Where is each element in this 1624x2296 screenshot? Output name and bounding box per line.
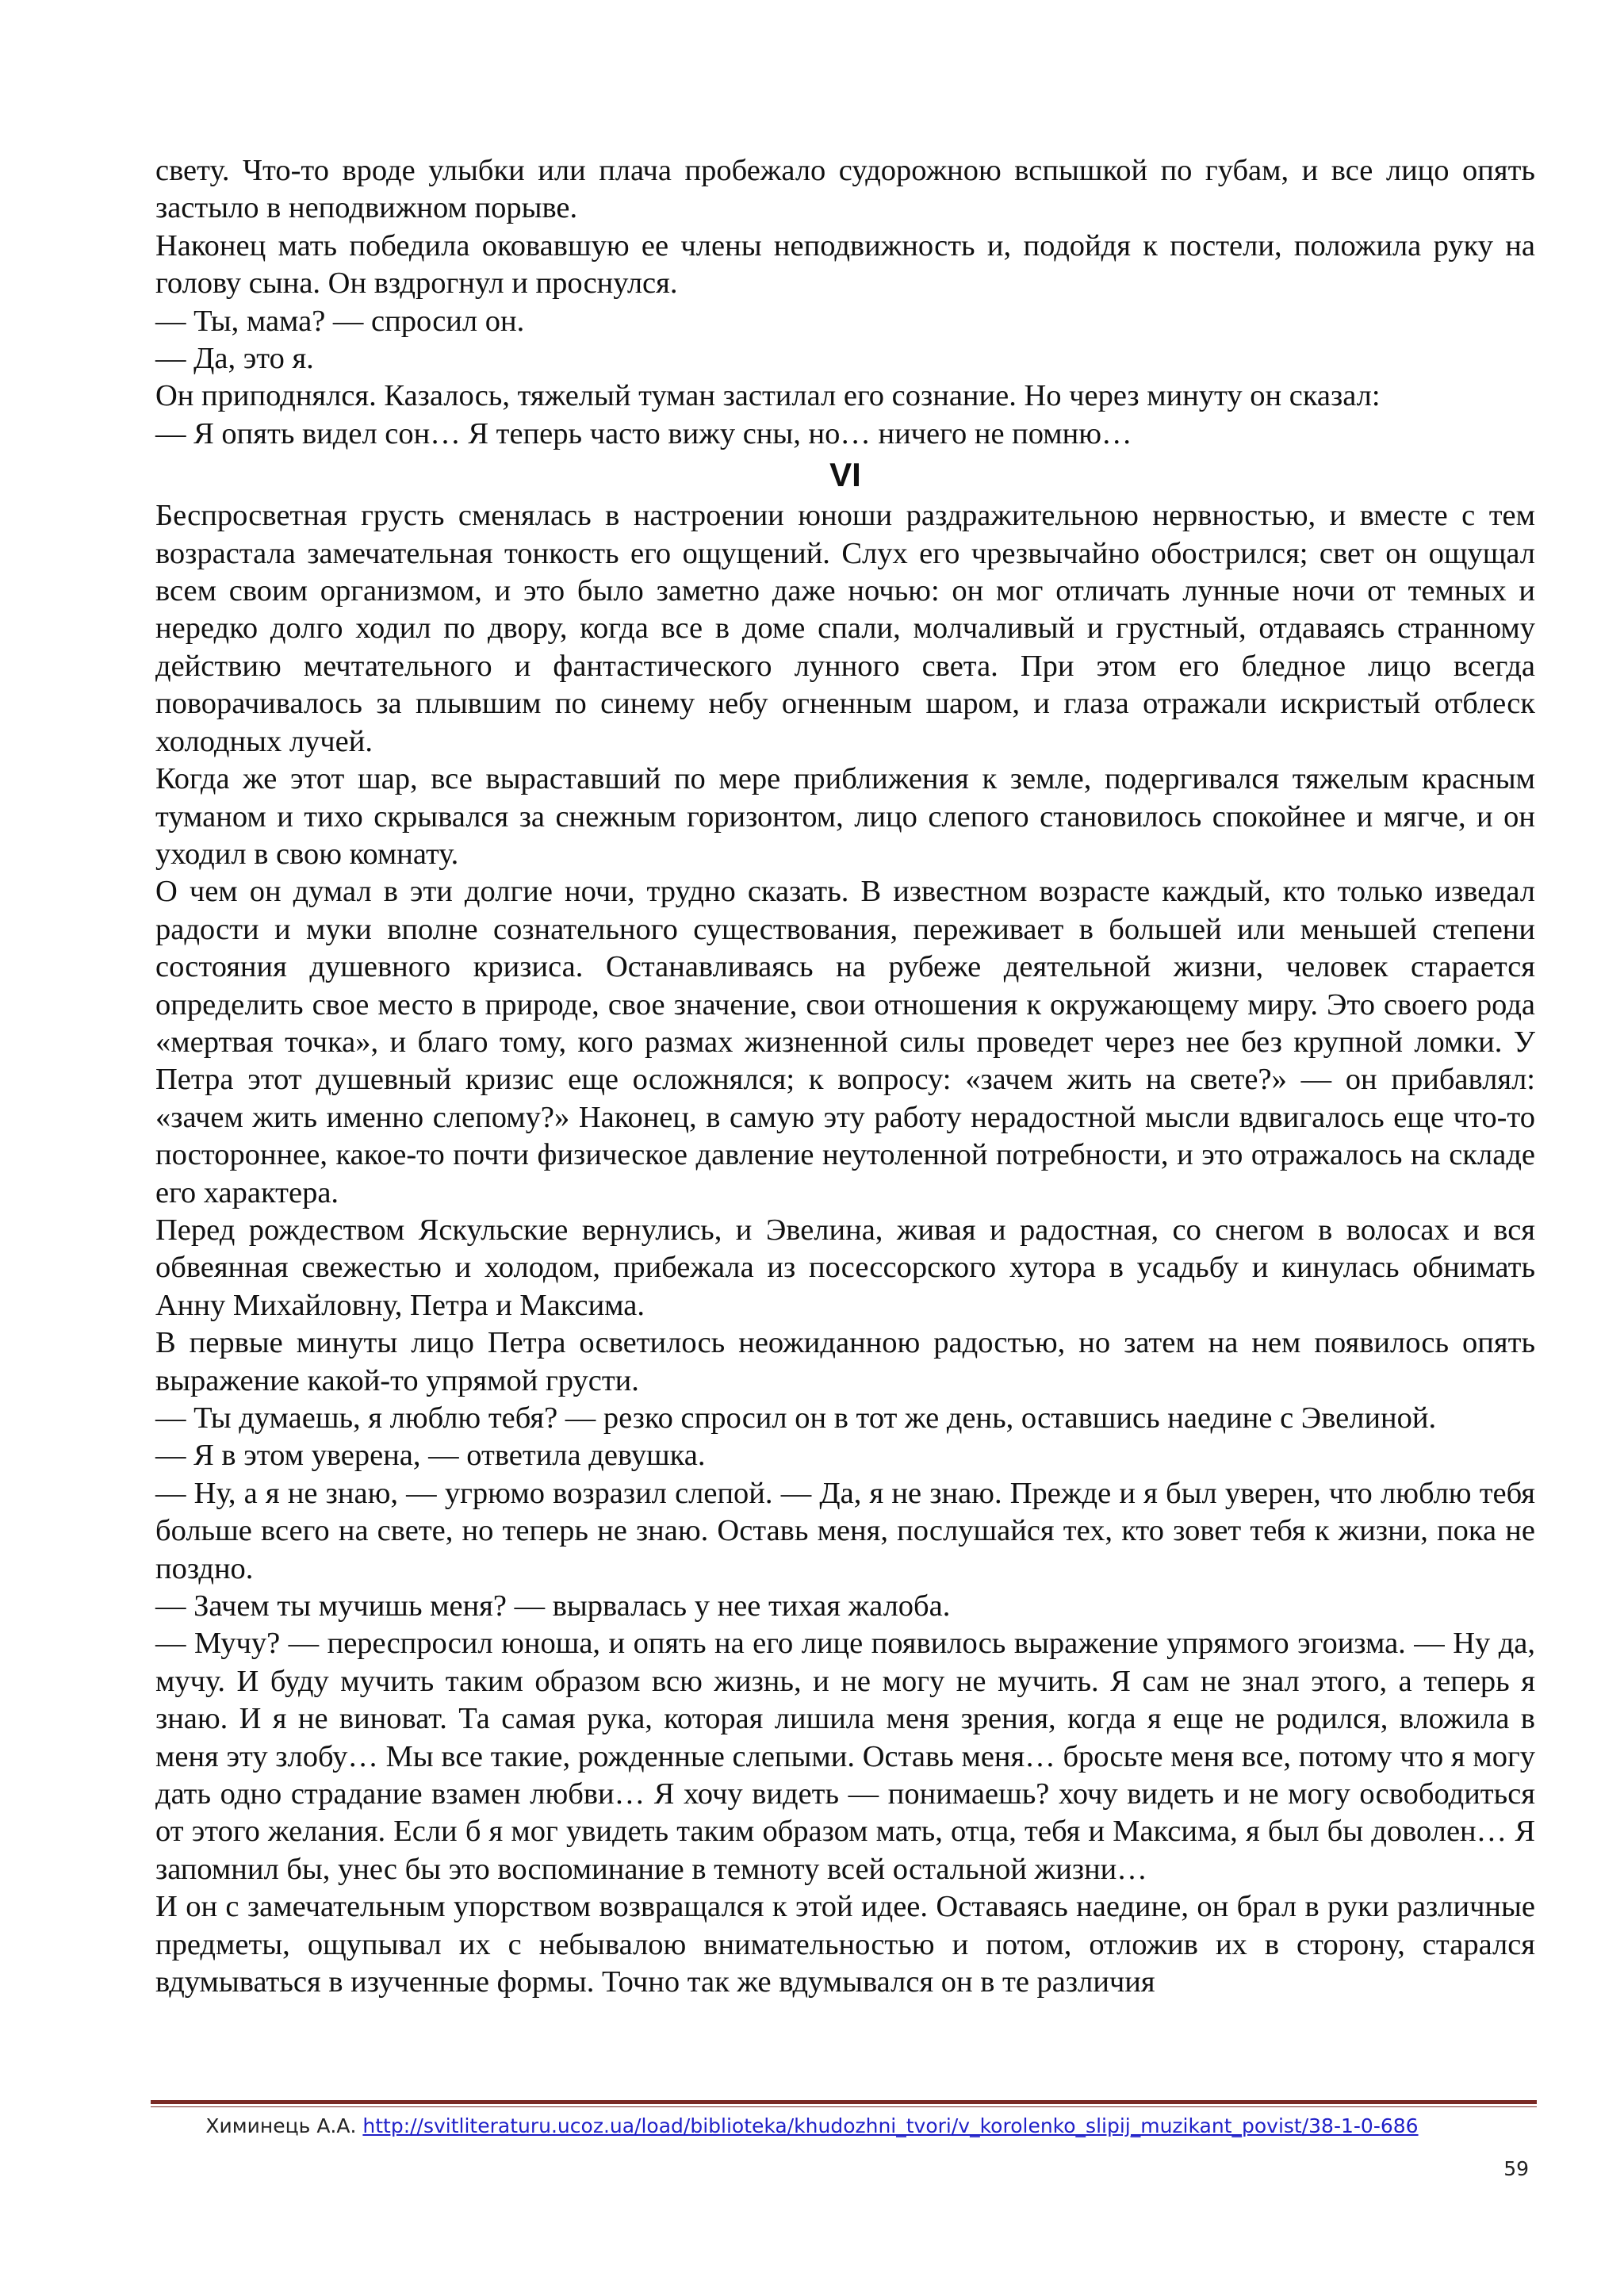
paragraph: Он приподнялся. Казалось, тяжелый туман застилал его сознание. Но через минуту он сказал: [155,379,1381,413]
chapter-heading: VI [829,456,861,494]
paragraph: И он с замечательным упорством возвращался к этой идее. Оставаясь наедине, он брал в руки различные предметы, ощупывал их с небывалою внимательностью и потом, отложив их в сторону, старался вдумываться в изученные формы. Точно так же вдумывался он в те различия [155,1890,1535,1999]
paragraph: — Ты, мама? — спросил он. [155,304,525,338]
paragraph: свету. Что-то вроде улыбки или плача пробежало судорожною вспышкой по губам, и все лицо опять застыло в неподвижном порыве. [155,154,1535,225]
paragraph: — Да, это я. [155,342,314,376]
footer [0,2114,1624,2137]
page-body [155,152,1535,2002]
paragraph: Перед рождеством Яскульские вернулись, и Эвелина, живая и радостная, со снегом в волосах и вся обвеянная свежестью и холодом, прибежала из посессорского хутора в усадьбу и кинулась обнимать Анну Михайловну, Петра и Максима. [155,1213,1535,1322]
paragraph: — Зачем ты мучишь меня? — вырвалась у нее тихая жалоба. [155,1589,951,1623]
paragraph: Наконец мать победила оковавшую ее члены неподвижность и, подойдя к постели, положила руку на голову сына. Он вздрогнул и проснулся. [155,228,1535,301]
footer-divider [151,2100,1537,2107]
paragraph: — Ты думаешь, я люблю тебя? — резко спросил он в тот же день, оставшись наедине с Эвелиной. [155,1401,1437,1435]
footer-author: Химинець А.А. [205,2114,357,2137]
paragraph: — Мучу? — переспросил юноша, и опять на его лице появилось выражение упрямого эгоизма. — Ну да, мучу. И буду мучить таким образом всю жизнь, и не могу не мучить. Я сам не знал этого, а теперь я знаю. И я не виноват. Та самая рука, которая лишила меня зрения, когда я еще не родился, вложила в меня эту злобу… Мы все такие, рожденные слепыми. Оставь меня… бросьте меня все, потому что я могу дать одно страдание взамен любви… Я хочу видеть — понимаешь? хочу видеть и не могу освободиться от этого желания. Если б я мог увидеть таким образом мать, отца, тебя и Максима, я был бы доволен… Я запомнил бы, унес бы это воспоминание в темноту всей остальной жизни… [155,1627,1535,1886]
paragraph: — Я опять видел сон… Я теперь часто вижу сны, но… ничего не помню… [155,416,1132,450]
paragraph: В первые минуты лицо Петра осветилось неожиданною радостью, но затем на нем появилось опять выражение какой-то упрямой грусти. [155,1326,1535,1397]
paragraph: — Я в этом уверена, — ответила девушка. [155,1439,706,1473]
paragraph: О чем он думал в эти долгие ночи, трудно сказать. В известном возрасте каждый, кто только изведал радости и муки вполне сознательного существования, переживает в большей или меньшей степени состояния душевного кризиса. Останавливаясь на рубеже деятельной жизни, человек старается определить свое место в природе, свое значение, свои отношения к окружающему миру. Это своего рода «мертвая точка», и благо тому, кого размах жизненной силы проведет через нее без крупной ломки. У Петра этот душевный кризис еще осложнялся; к вопросу: «зачем жить на свете?» — он прибавлял: «зачем жить именно слепому?» Наконец, в самую эту работу нерадостной мысли вдвигалось еще что-то постороннее, какое-то почти физическое давление неутоленной потребности, и это отражалось на складе его характера. [155,875,1535,1209]
paragraph: Когда же этот шар, все выраставший по мере приближения к земле, подергивался тяжелым красным туманом и тихо скрывался за снежным горизонтом, лицо слепого становилось спокойнее и мягче, и он уходил в свою комнату. [155,762,1535,871]
paragraph: — Ну, а я не знаю, — угрюмо возразил слепой. — Да, я не знаю. Прежде и я был уверен, что люблю тебя больше всего на свете, но теперь не знаю. Оставь меня, послушайся тех, кто зовет тебя к жизни, пока не поздно. [155,1476,1535,1585]
page-number: 59 [1503,2157,1529,2180]
footer-source-link[interactable]: http://svitliteraturu.ucoz.ua/load/biblioteka/khudozhni_tvori/v_korolenko_slipij_muzikant_povist/38-1-0-686 [362,2114,1419,2137]
paragraph: Беспросветная грусть сменялась в настроении юноши раздражительною нервностью, и вместе с тем возрастала замечательная тонкость его ощущений. Слух его чрезвычайно обострился; свет он ощущал всем своим организмом, и это было заметно даже ночью: он мог отличать лунные ночи от темных и нередко долго ходил по двору, когда все в доме спали, молчаливый и грустный, отдаваясь странному действию мечтательного и фантастического лунного света. При этом его бледное лицо всегда поворачивалось за плывшим по синему небу огненным шаром, и глаза отражали искристый отблеск холодных лучей. [155,499,1535,758]
